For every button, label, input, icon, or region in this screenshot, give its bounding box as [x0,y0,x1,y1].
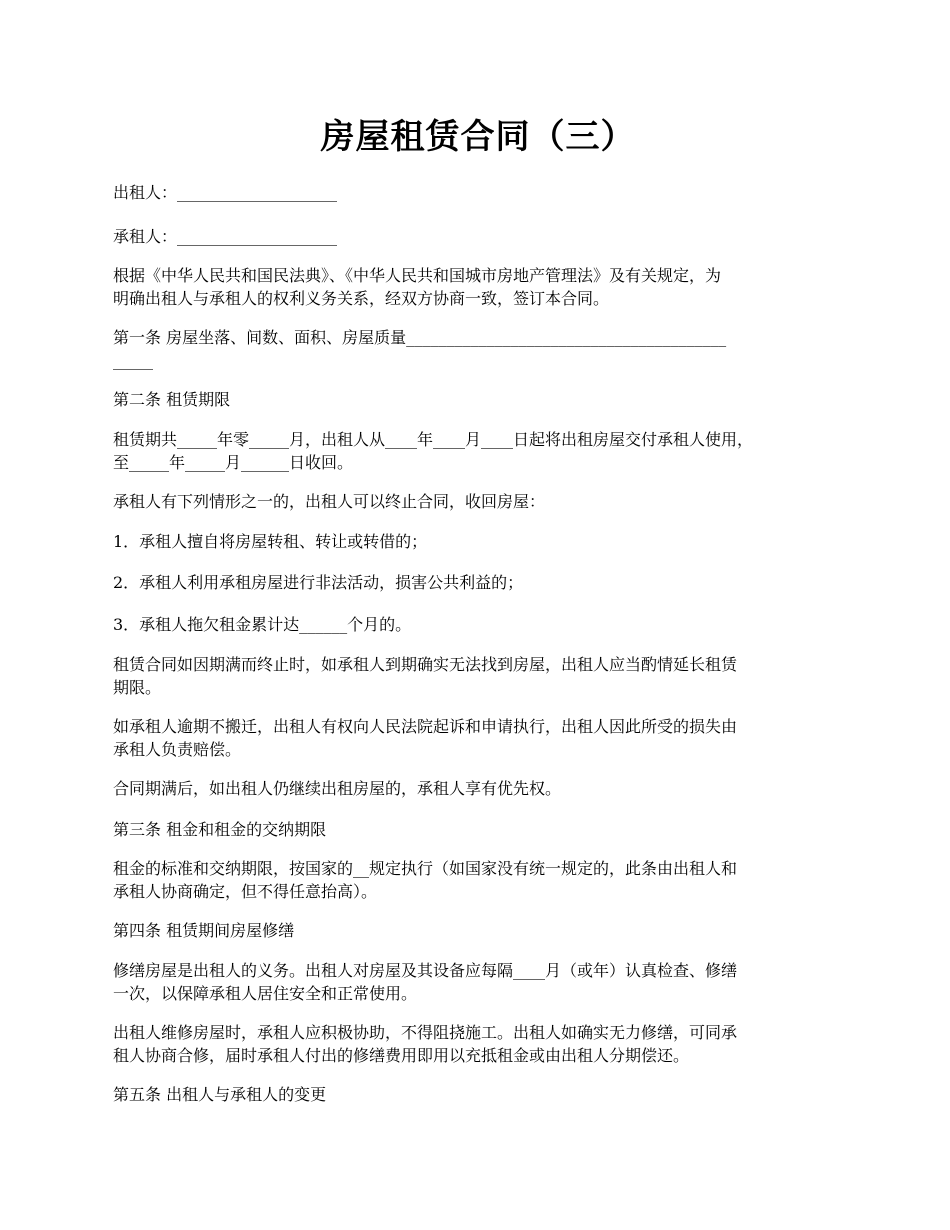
article-1-line-1: 第一条 房屋坐落、间数、面积、房屋质量________________________________________ [113,328,727,347]
article-3-title: 第三条 租金和租金的交纳期限 [113,820,327,839]
article-2-term-line-1: 租赁期共_____年零_____月，出租人从____年____月____日起将出租房屋交付承租人使用， [113,430,754,449]
intro-line-2: 明确出租人与承租人的权利义务关系，经双方协商一致，签订本合同。 [113,289,610,308]
article-1-line-2: _____ [113,351,153,370]
article-2-item-1: 1．承租人擅自将房屋转租、转让或转借的； [113,532,428,551]
document-title: 房屋租赁合同（三） [320,117,636,157]
article-5-title: 第五条 出租人与承租人的变更 [113,1085,327,1104]
intro-line-1: 根据《中华人民共和国民法典》、《中华人民共和国城市房地产管理法》及有关规定，为 [113,266,722,285]
lessee-line: 承租人：____________________ [113,227,338,246]
article-2-overdue-line-2: 承租人负责赔偿。 [113,740,242,759]
article-4-repair-line-1: 修缮房屋是出租人的义务。出租人对房屋及其设备应每隔____月（或年）认真检查、修缮 [113,961,738,980]
article-2-extension-line-1: 租赁合同如因期满而终止时，如承租人到期确实无法找到房屋，出租人应当酌情延长租赁 [113,655,738,674]
article-2-overdue-line-1: 如承租人逾期不搬迁，出租人有权向人民法院起诉和申请执行，出租人因此所受的损失由 [113,717,738,736]
lessor-line: 出租人：____________________ [113,183,338,202]
article-2-priority: 合同期满后，如出租人仍继续出租房屋的，承租人享有优先权。 [113,779,562,798]
article-2-item-2: 2．承租人利用承租房屋进行非法活动，损害公共利益的； [113,573,524,592]
article-3-rent-line-1: 租金的标准和交纳期限，按国家的__规定执行（如国家没有统一规定的，此条由出租人和 [113,859,738,878]
article-2-title: 第二条 租赁期限 [113,390,231,409]
article-4-cooperation-line-2: 租人协商合修，届时承租人付出的修缮费用即用以充抵租金或由出租人分期偿还。 [113,1046,690,1065]
article-4-cooperation-line-1: 出租人维修房屋时，承租人应积极协助，不得阻挠施工。出租人如确实无力修缮，可同承 [113,1023,738,1042]
article-2-item-3: 3．承租人拖欠租金累计达______个月的。 [113,615,412,634]
article-2-extension-line-2: 期限。 [113,678,162,697]
article-4-repair-line-2: 一次，以保障承租人居住安全和正常使用。 [113,984,418,1003]
article-3-rent-line-2: 承租人协商确定，但不得任意抬高）。 [113,882,378,901]
article-2-termination-intro: 承租人有下列情形之一的，出租人可以终止合同，收回房屋： [113,492,546,511]
article-2-term-line-2: 至_____年_____月______日收回。 [113,453,354,472]
article-4-title: 第四条 租赁期间房屋修缮 [113,921,295,940]
